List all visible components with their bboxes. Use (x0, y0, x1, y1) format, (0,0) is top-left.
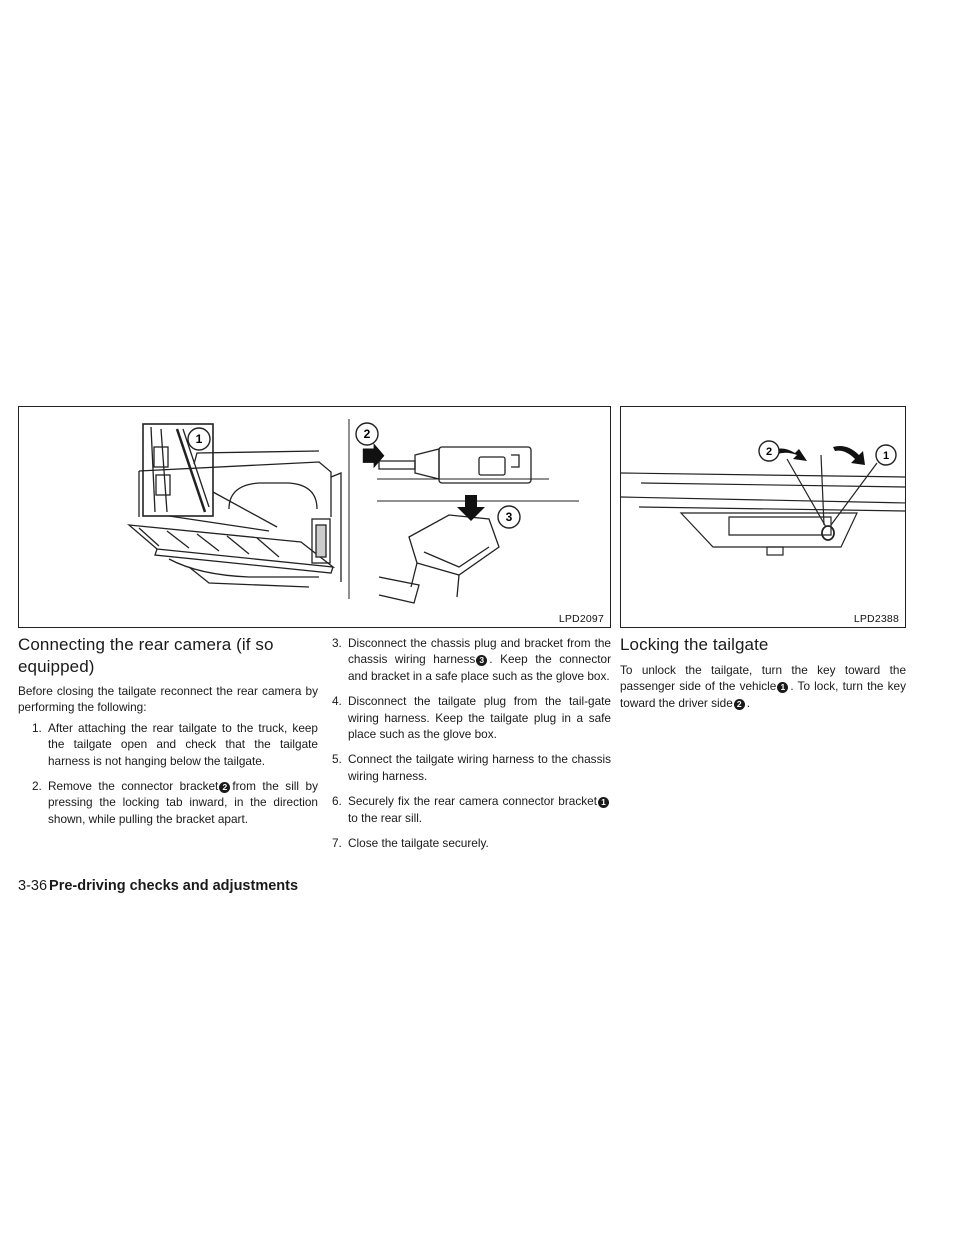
step-number: 5. (332, 752, 342, 767)
callout-badge: 1 (598, 797, 609, 808)
tailgate-lock-illustration (621, 407, 906, 628)
column-1 (18, 683, 318, 836)
callout-2-label: 2 (765, 446, 773, 458)
step-text: Securely fix the rear camera connector bracket 1to the rear sill. (348, 793, 611, 826)
step-text: Disconnect the chassis plug and bracket from the chassis wiring harness 3 . Keep the connector and bracket in a safe place such as the glove box. (348, 636, 612, 683)
step-number: 7. (332, 836, 342, 851)
footer-section-title: Pre-driving checks and adjustments (49, 878, 299, 894)
callout-badge: 3 (476, 655, 487, 666)
section-heading-locking-tailgate: Locking the tailgate (620, 635, 769, 654)
figure-tailgate-lock (620, 406, 906, 628)
column-3 (620, 662, 906, 711)
step-7 (332, 835, 611, 851)
figure-rear-camera-connection (18, 406, 611, 628)
step-text: Remove the connector bracket 2 from the sill by pressing the locking tab inward, in the direction shown, while pulling the bracket apart. (48, 779, 319, 826)
callout-badge: 2 (734, 699, 745, 710)
locking-paragraph: To unlock the tailgate, turn the key toward the passenger side of the vehicle 1 . To lock, turn the key toward the driver side 2 . (620, 663, 906, 710)
column-2 (332, 635, 611, 860)
step-number: 1. (32, 720, 42, 735)
callout-badge: 1 (777, 682, 788, 693)
callout-2-label: 2 (363, 427, 371, 441)
step-6 (332, 793, 611, 826)
section-heading-rear-camera: Connecting the rear camera (if so equipped) (18, 635, 274, 676)
step-1 (18, 720, 318, 769)
callout-1-label: 1 (195, 432, 203, 446)
figure-code: LPD2097 (558, 613, 604, 625)
step-text: Connect the tailgate wiring harness to the chassis wiring harness. (348, 752, 611, 783)
step-2 (18, 778, 318, 827)
figure-code: LPD2388 (853, 613, 899, 625)
page-footer (18, 878, 298, 894)
callout-badge: 2 (219, 782, 230, 793)
step-number: 6. (332, 794, 342, 809)
step-5 (332, 751, 611, 784)
callout-3-label: 3 (505, 510, 513, 524)
step-3 (332, 635, 611, 684)
step-number: 3. (332, 636, 342, 650)
page-number: 3-36 (18, 878, 48, 894)
step-text: After attaching the rear tailgate to the truck, keep the tailgate open and check that the tailgate harness is not hanging below the tailgate. (48, 720, 318, 768)
step-number: 2. (32, 779, 42, 794)
step-text: Close the tailgate securely. (348, 836, 489, 851)
step-number: 4. (332, 694, 342, 709)
step-4 (332, 693, 611, 742)
callout-1-label: 1 (882, 450, 890, 462)
tailgate-illustration (19, 407, 611, 628)
intro-paragraph: Before closing the tailgate reconnect the rear camera by performing the following: (18, 684, 318, 715)
step-text: Disconnect the tailgate plug from the tail-gate wiring harness. Keep the tailgate plug in a safe place such as the glove box. (348, 694, 611, 742)
